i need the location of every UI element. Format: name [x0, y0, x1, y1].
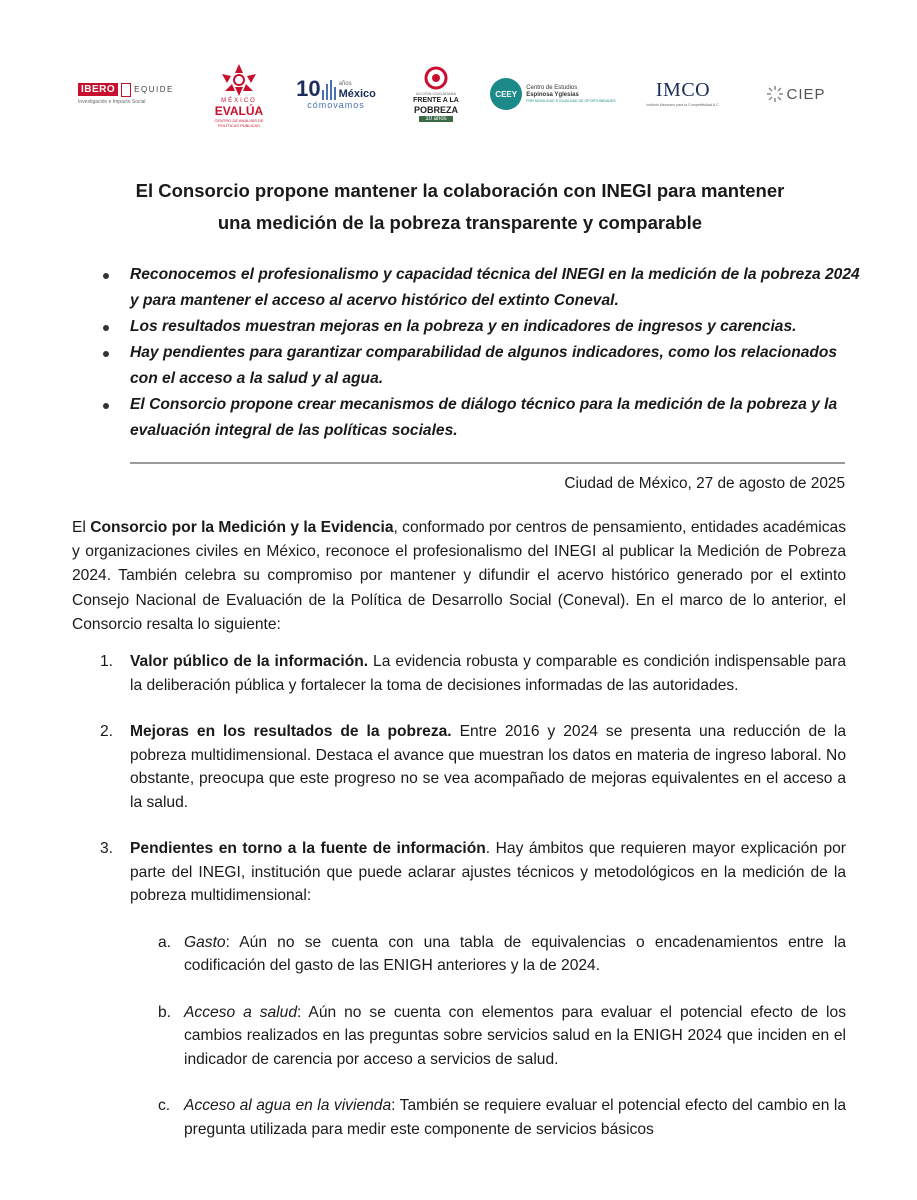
frente-years: 10 años: [419, 116, 452, 122]
highlight-item: El Consorcio propone crear mecanismos de diálogo técnico para la medición de la pobreza y la evaluación integral de las políticas sociales.: [100, 392, 860, 444]
equide-tagline: Investigación e Impacto Social: [78, 98, 146, 105]
point-item: [72, 720, 846, 814]
mexico-evalua-logo: [206, 56, 272, 136]
intro-paragraph: [72, 516, 846, 637]
subpoint-letter: b.: [158, 1003, 172, 1021]
imco-logo: [638, 58, 728, 130]
mcv-wordmark: México: [338, 88, 376, 100]
ibero-equide-logo: [78, 58, 186, 130]
mcv-anos: años: [338, 81, 352, 87]
frente-name2: POBREZA: [413, 105, 458, 115]
highlight-item: Hay pendientes para garantizar comparabilidad de algunos indicadores, como los relacionados con el acceso a la salud y al agua.: [100, 340, 860, 392]
subpoint-letter: c.: [158, 1097, 171, 1114]
ceey-line2: Espinosa Yglesias: [526, 91, 579, 98]
consortium-name: Consorcio por la Medición y la Evidencia: [90, 519, 394, 536]
dateline: Ciudad de México, 27 de agosto de 2025: [564, 475, 845, 492]
subpoint-item: [130, 1094, 846, 1141]
ibero-wordmark: IBERO: [78, 83, 118, 96]
intro-lead: El: [72, 519, 91, 536]
ceey-line1: Centro de Estudios: [526, 84, 578, 91]
subpoint-term: Gasto: [184, 933, 226, 951]
point-text: . Hay ámbitos que requieren mayor explicación por parte del INEGI, institución que puede aclarar ajustes técnicos y metodológicos en la medición de la pobreza multidimensional:: [130, 840, 847, 904]
frente-name1: FRENTE A LA: [413, 97, 459, 104]
highlights-list: [100, 262, 860, 444]
point-heading: Pendientes en torno a la fuente de información: [130, 840, 486, 857]
evalua-top: MÉXICO: [221, 98, 257, 104]
ciep-wordmark: CIEP: [786, 85, 826, 103]
point-text: Entre 2016 y 2024 se presenta una reducción de la pobreza multidimensional. Destaca el avance que muestran los datos en materia de ingreso laboral. No obstante, preocupa que este progreso no se vea acompañado de mejoras equivalentes en el acceso a la salud.: [130, 723, 846, 811]
subpoint-item: [130, 1001, 846, 1072]
mexico-como-vamos-logo: [290, 58, 382, 130]
point-item: [72, 837, 846, 1141]
imco-tagline: Instituto Mexicano para la Competitividad A.C.: [646, 103, 720, 107]
highlight-item: Los resultados muestran mejoras en la pobreza y en indicadores de ingresos y carencias.: [100, 314, 860, 340]
ciep-burst-icon: [766, 85, 784, 103]
subpoint-term: Acceso a salud: [184, 1003, 297, 1021]
ceey-line3: POR MOVILIDAD E IGUALDAD DE OPORTUNIDADES: [526, 98, 616, 103]
subpoint-term: Acceso al agua en la vivienda: [184, 1097, 392, 1114]
ceey-logo: [495, 58, 616, 130]
highlight-item: Reconocemos el profesionalismo y capacidad técnica del INEGI en la medición de la pobreza 2024 y para mantener el acceso al acervo histórico del extinto Coneval.: [100, 262, 860, 314]
subpoint-text: : También se requiere evaluar el potencial efecto del cambio en la pregunta utilizada para medir este componente de servicios básicos: [184, 1097, 846, 1138]
point-number: 3.: [100, 840, 114, 857]
ceey-abbr: CEEY: [495, 89, 518, 99]
title-line-2: una medición de la pobreza transparente y comparable: [217, 212, 703, 233]
mcv-bars-icon: [321, 78, 337, 100]
evalua-wordmark: EVALÚA: [214, 104, 264, 118]
equide-grid-icon: [121, 83, 131, 97]
frente-pobreza-logo: [400, 58, 472, 130]
subpoint-text: : Aún no se cuenta con una tabla de equivalencias o encadenamientos entre la codificación del gasto de las ENIGH anteriores y la de 2024.: [184, 933, 846, 974]
evalua-tagline: CENTRO DE ANÁLISIS DE POLÍTICAS PÚBLICAS: [214, 118, 264, 128]
subpoints-list: [130, 931, 846, 1142]
document-title: [70, 175, 850, 239]
frente-flower-icon: [423, 66, 449, 90]
frente-top: ACCIÓN CIUDADANA: [415, 91, 457, 96]
point-item: [72, 650, 846, 697]
mcv-years: 10: [296, 76, 321, 101]
point-number: 1.: [100, 653, 114, 670]
partner-logos: [78, 58, 848, 130]
divider: [130, 462, 845, 464]
imco-wordmark: IMCO: [655, 79, 711, 101]
point-number: 2.: [100, 723, 114, 740]
point-text: La evidencia robusta y comparable es condición indispensable para la deliberación pública y fortalecer la toma de decisiones informadas de las autoridades.: [130, 653, 846, 694]
equide-wordmark: EQUIDE: [134, 85, 174, 94]
numbered-points: [72, 650, 846, 1164]
point-heading: Valor público de la información.: [130, 653, 369, 670]
subpoint-letter: a.: [158, 933, 172, 951]
intro-rest: , conformado por centros de pensamiento, entidades académicas y organizaciones civiles en México, reconoce el profesionalismo del INEGI al publicar la Medición de Pobreza 2024. También celebra su compromiso por mantener y difundir el acervo histórico generado por el extinto Consejo Nacional de Evaluación de la Política de Desarrollo Social (Coneval). En el marco de lo anterior, el Consorcio resalta lo siguiente:: [72, 519, 846, 633]
evalua-star-icon: [222, 64, 256, 96]
subpoint-text: : Aún no se cuenta con elementos para evaluar el potencial efecto de los cambios realizados en las preguntas sobre servicios salud en la ENIGH 2024 que inciden en el indicador de carencia por acceso a servicios de salud.: [184, 1003, 846, 1068]
point-heading: Mejoras en los resultados de la pobreza.: [130, 723, 452, 740]
title-line-1: El Consorcio propone mantener la colaboración con INEGI para mantener: [135, 180, 785, 201]
mcv-sub: cómovamos: [307, 100, 365, 110]
ciep-logo: [754, 58, 838, 130]
subpoint-item: [130, 931, 846, 978]
ceey-circle-icon: [490, 78, 522, 110]
